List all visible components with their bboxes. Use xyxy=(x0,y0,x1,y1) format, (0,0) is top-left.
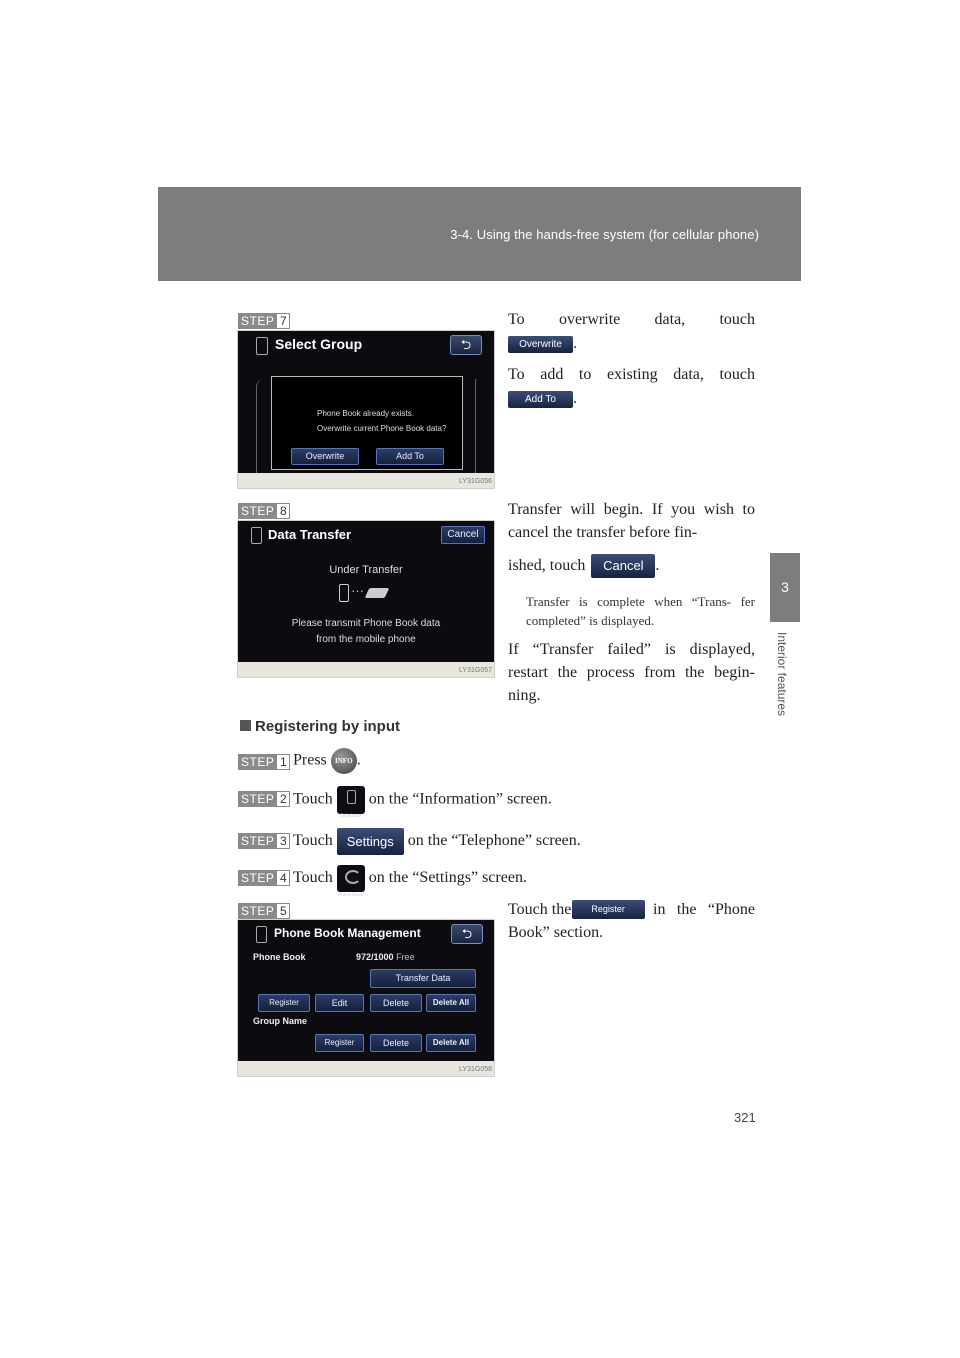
screen-title: Phone Book Management xyxy=(274,926,421,940)
step-8-text-a: Transfer will begin. If you wish to cancel the transfer before fin- xyxy=(508,501,755,541)
transfer-message-1: Please transmit Phone Book data xyxy=(291,618,441,629)
dialog-line-2: Overwrite current Phone Book data? xyxy=(317,424,447,433)
step-1-pre: Press xyxy=(293,751,327,769)
telephone-icon-label: Telephone xyxy=(340,814,362,819)
phone-icon xyxy=(339,584,349,602)
step-number: 5 xyxy=(276,903,290,919)
step-4-pre: Touch xyxy=(293,869,333,887)
screenshot-caption-strip xyxy=(238,473,494,488)
step-2-post: on the “Information” screen. xyxy=(368,790,552,808)
step-8-text-b-pre: ished, touch xyxy=(508,557,586,574)
back-button[interactable]: ⮌ xyxy=(451,924,483,944)
group-register-button[interactable]: Register xyxy=(315,1034,364,1052)
phone-icon xyxy=(347,790,356,804)
punct: . xyxy=(655,557,660,574)
add-to-button[interactable]: Add To xyxy=(376,448,444,465)
punct: . xyxy=(356,751,361,769)
screenshot-id: LY31G058 xyxy=(459,1066,492,1073)
punct: . xyxy=(573,390,577,407)
step-2-tag xyxy=(238,791,290,807)
step-3-text xyxy=(293,828,581,855)
step-7-text-2-btn-line xyxy=(508,387,577,410)
screenshot-caption-strip xyxy=(238,1061,494,1076)
group-name-label: Group Name xyxy=(253,1016,308,1026)
book-arrow-icon xyxy=(345,870,361,884)
delete-all-button[interactable]: Delete All xyxy=(426,994,476,1012)
data-transfer-screenshot xyxy=(237,520,495,678)
back-button[interactable]: ⮌ xyxy=(450,335,482,355)
phone-icon xyxy=(256,926,267,943)
transfer-message-2: from the mobile phone xyxy=(316,634,416,645)
step-4-post: on the “Settings” screen. xyxy=(368,869,527,887)
screenshot-id: LY31G057 xyxy=(459,667,492,674)
info-button-icon: INFO xyxy=(331,748,357,774)
step-3-post: on the “Telephone” screen. xyxy=(407,832,581,850)
phone-icon xyxy=(256,337,268,355)
page-number: 321 xyxy=(734,1110,756,1125)
phone-book-icon xyxy=(337,865,365,898)
step-7-text-1-btn-line xyxy=(508,332,577,355)
punct: . xyxy=(573,335,577,352)
confirm-dialog xyxy=(271,376,463,470)
step-label: STEP xyxy=(238,754,276,770)
step-number: 4 xyxy=(276,870,290,886)
step-label: STEP xyxy=(238,903,276,919)
add-to-inline-button: Add To xyxy=(508,391,573,408)
section-heading-text: Registering by input xyxy=(255,718,401,735)
phone-book-icon-label: Phone Book xyxy=(338,893,364,898)
group-delete-all-button[interactable]: Delete All xyxy=(426,1034,476,1052)
register-button[interactable]: Register xyxy=(258,994,310,1012)
step-4-tag xyxy=(238,870,290,886)
cancel-inline-button: Cancel xyxy=(591,554,655,578)
step-2-pre: Touch xyxy=(293,790,333,808)
phone-book-count-value: 972/1000 xyxy=(356,952,394,962)
step-7-text-2: To add to existing data, touch xyxy=(508,366,755,383)
phone-book-free-label: Free xyxy=(396,952,415,962)
phone-book-count xyxy=(356,952,415,962)
step-7-text-1: To overwrite data, touch xyxy=(508,311,755,328)
step-label: STEP xyxy=(238,313,276,329)
chapter-header-title: 3-4. Using the hands-free system (for cellular phone) xyxy=(450,227,759,242)
settings-inline-button: Settings xyxy=(337,828,404,855)
step-8-text-b xyxy=(508,554,659,578)
list-edge-decoration xyxy=(461,379,476,479)
transfer-dots: ··· xyxy=(351,583,364,598)
step-label: STEP xyxy=(238,870,276,886)
step-2-text xyxy=(293,786,552,819)
step-1-tag xyxy=(238,754,290,770)
phone-book-label: Phone Book xyxy=(253,952,306,962)
list-edge-decoration xyxy=(256,379,271,479)
step-3-pre: Touch xyxy=(293,832,333,850)
step-5-post: in the “Phone Book” section. xyxy=(508,901,755,941)
screenshot-id: LY31G056 xyxy=(459,478,492,485)
step-8-tag xyxy=(238,503,290,519)
telephone-icon xyxy=(337,786,365,819)
overwrite-button[interactable]: Overwrite xyxy=(291,448,359,465)
step-5-tag xyxy=(238,903,290,919)
transfer-status: Under Transfer xyxy=(329,564,403,576)
step-label: STEP xyxy=(238,833,276,849)
delete-button[interactable]: Delete xyxy=(370,994,422,1012)
step-number: 1 xyxy=(276,754,290,770)
transfer-data-button[interactable]: Transfer Data xyxy=(370,969,476,988)
screenshot-caption-strip xyxy=(238,662,494,677)
step-number: 2 xyxy=(276,791,290,807)
phone-book-management-screenshot xyxy=(237,919,495,1077)
chapter-header-band xyxy=(158,187,801,281)
step-number: 3 xyxy=(276,833,290,849)
register-inline-button: Register xyxy=(572,900,645,919)
step-1-text xyxy=(293,748,361,774)
step-number: 7 xyxy=(276,313,290,329)
step-4-text xyxy=(293,865,527,898)
square-bullet-icon xyxy=(240,720,251,731)
chapter-side-label xyxy=(763,632,803,732)
step-5-pre: Touch the xyxy=(508,901,572,918)
step-label: STEP xyxy=(238,503,276,519)
edit-button[interactable]: Edit xyxy=(315,994,364,1012)
section-heading xyxy=(240,718,400,735)
group-delete-button[interactable]: Delete xyxy=(370,1034,422,1052)
step-8-note: Transfer is complete when “Trans- fer completed” is displayed. xyxy=(526,594,755,628)
step-8-text-c: If “Transfer failed” is displayed, restart the process from the begin- ning. xyxy=(508,641,755,704)
select-group-screenshot xyxy=(237,330,495,489)
screen-title: Data Transfer xyxy=(268,527,352,542)
step-number: 8 xyxy=(276,503,290,519)
dialog-line-1: Phone Book already exists. xyxy=(317,409,414,418)
step-3-tag xyxy=(238,833,290,849)
chapter-side-tab: 3 xyxy=(770,553,800,622)
book-icon xyxy=(365,588,390,598)
screen-title: Select Group xyxy=(275,336,363,352)
cancel-button[interactable]: Cancel xyxy=(441,526,485,544)
step-7-tag xyxy=(238,313,290,329)
step-label: STEP xyxy=(238,791,276,807)
overwrite-inline-button: Overwrite xyxy=(508,336,573,353)
phone-icon xyxy=(251,527,262,544)
chapter-side-label-text: Interior features xyxy=(775,632,789,717)
